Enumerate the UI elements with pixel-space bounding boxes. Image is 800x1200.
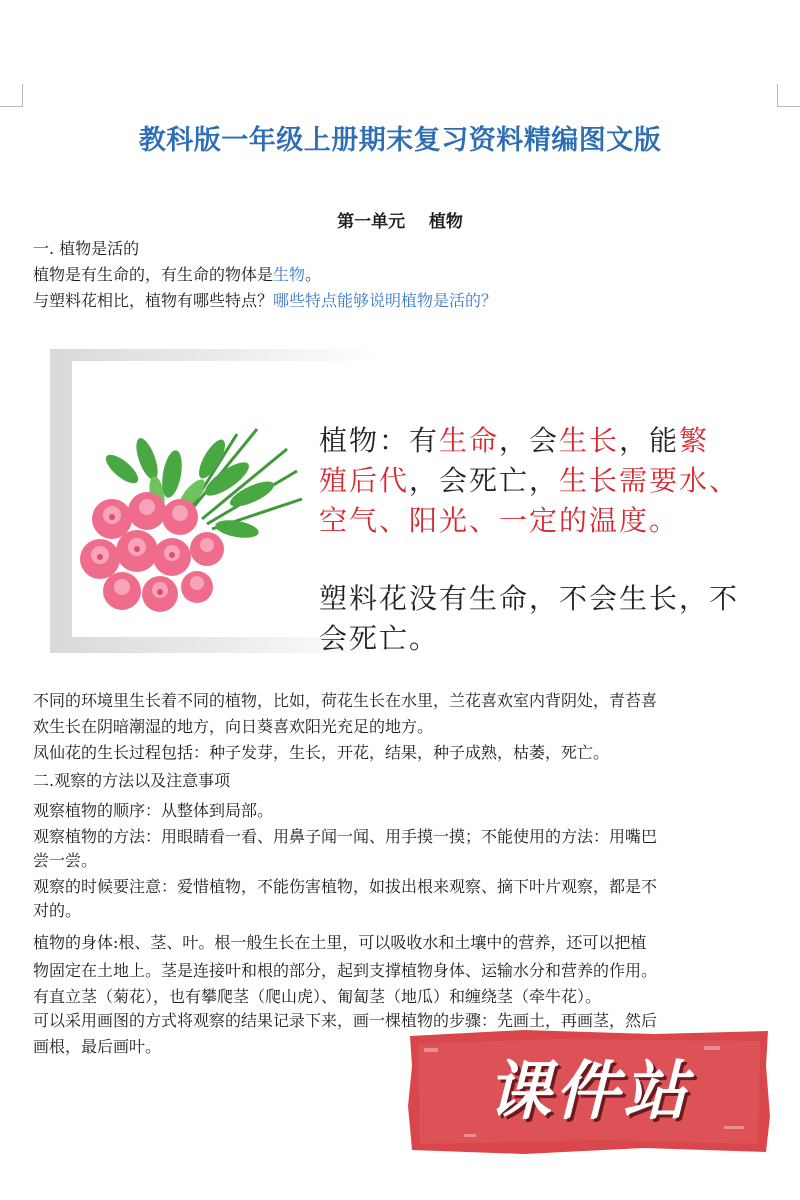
grow-keyword: 生长 — [559, 424, 620, 457]
plastic-line-1: 塑料花没有生命，不会生长，不 — [319, 582, 740, 615]
living-thing-highlight: 生物 — [273, 265, 306, 284]
plant-label: 植物：有 — [319, 424, 440, 457]
living-thing-line — [33, 262, 778, 288]
observation-care-line-2: 对的。 — [33, 901, 82, 920]
question-line — [33, 288, 778, 314]
plant-text-2: ，会 — [499, 424, 560, 457]
plant-vs-plastic-banner — [50, 349, 770, 653]
needs-keyword-2: 空气、阳光、一定的温度。 — [319, 504, 680, 537]
observation-method-line-2: 尝一尝。 — [33, 851, 98, 870]
reproduce-keyword-2: 殖后代 — [319, 464, 410, 497]
observation-order-line: 观察植物的顺序：从整体到局部。 — [33, 801, 274, 820]
section2-heading: 二.观察的方法以及注意事项 — [33, 771, 231, 790]
plastic-flower-text — [319, 579, 779, 659]
living-thing-end: 。 — [305, 265, 322, 284]
unit-title: 第一单元 植物 — [337, 212, 463, 232]
living-thing-text: 植物是有生命的，有生命的物体是 — [33, 265, 274, 284]
plant-body-line-3: 有直立茎（菊花），也有攀爬茎（爬山虎）、匍匐茎（地瓜）和缠绕茎（牵牛花）。 — [33, 987, 602, 1006]
impatiens-growth-line: 凤仙花的生长过程包括：种子发芽，生长，开花，结果，种子成熟，枯萎，死亡。 — [33, 743, 610, 762]
document-title: 教科版一年级上册期末复习资料精编图文版 — [138, 125, 662, 156]
reproduce-keyword-1: 繁 — [679, 424, 710, 457]
drawing-steps-line-1: 可以采用画图的方式将观察的结果记录下来，画一棵植物的步骤：先画土，再画茎，然后 — [33, 1011, 658, 1030]
plant-text-3: ，能 — [619, 424, 680, 457]
rose-bouquet-image — [52, 399, 322, 621]
observation-care-line-1: 观察的时候要注意：爱惜植物，不能伤害植物，如拔出根来观察、摘下叶片观察，都是不 — [33, 877, 658, 896]
question-highlight: 哪些特点能够说明植物是活的？ — [273, 291, 498, 310]
watermark-stamp — [404, 1026, 774, 1158]
plant-text-4: ，会死亡， — [409, 464, 560, 497]
banner-panel — [72, 361, 770, 655]
margin-corner-mark-left — [0, 84, 23, 107]
plant-characteristics-text — [319, 421, 779, 541]
plant-body-line-2: 物固定在土地上。茎是连接叶和根的部分，起到支撑植物身体、运输水分和营养的作用。 — [33, 961, 658, 980]
margin-corner-mark-right — [777, 84, 800, 107]
stamp-text: 课件站 — [487, 1055, 691, 1129]
section1-heading: 一. 植物是活的 — [33, 239, 140, 258]
environment-line-2: 欢生长在阴暗潮湿的地方，向日葵喜欢阳光充足的地方。 — [33, 717, 434, 736]
plant-body-line-1: 植物的身体:根、茎、叶。根一般生长在土里，可以吸收水和土壤中的营养，还可以把植 — [33, 933, 647, 952]
needs-keyword-1: 生长需要水、 — [559, 464, 740, 497]
plastic-line-2: 会死亡。 — [319, 622, 440, 655]
environment-line-1: 不同的环境里生长着不同的植物，比如，荷花生长在水里，兰花喜欢室内背阴处，青苔喜 — [33, 691, 658, 710]
drawing-steps-line-2: 画根，最后画叶。 — [33, 1037, 162, 1056]
life-keyword: 生命 — [439, 424, 500, 457]
observation-method-line-1: 观察植物的方法：用眼睛看一看、用鼻子闻一闻、用手摸一摸；不能使用的方法：用嘴巴 — [33, 827, 658, 846]
question-text: 与塑料花相比，植物有哪些特点？ — [33, 291, 274, 310]
